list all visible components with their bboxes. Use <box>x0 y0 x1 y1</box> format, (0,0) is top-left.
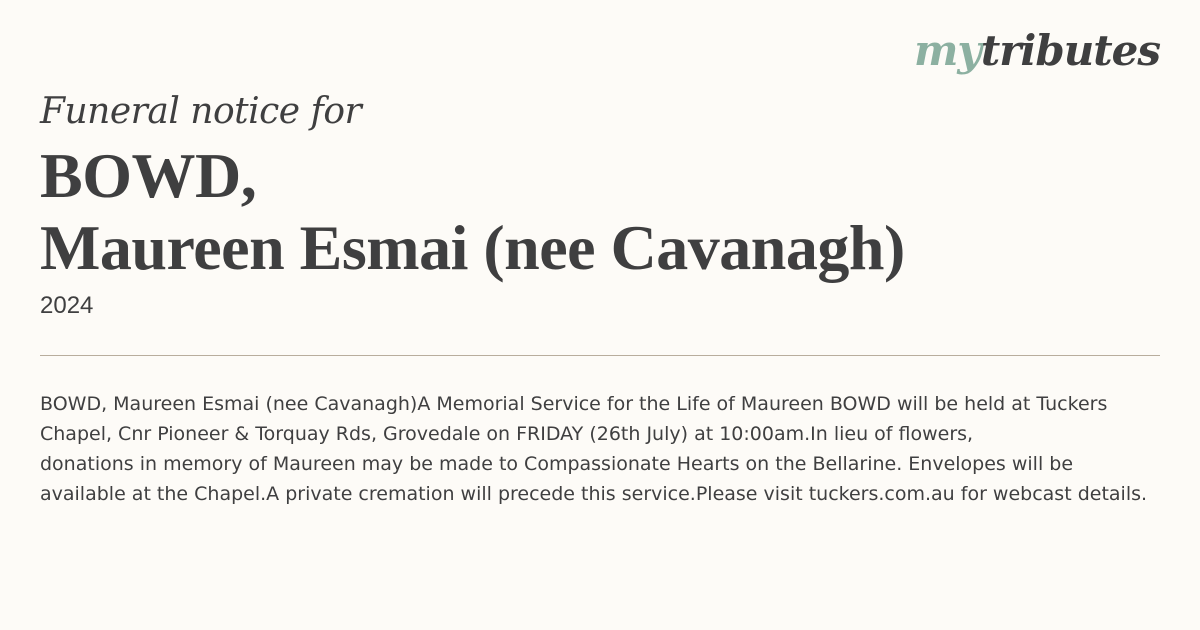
deceased-surname: BOWD, <box>40 140 257 211</box>
logo-my-text: my <box>913 26 981 75</box>
logo-tributes-text: tributes <box>980 26 1160 75</box>
deceased-given-names: Maureen Esmai (nee Cavanagh) <box>40 212 905 283</box>
divider <box>40 355 1160 356</box>
mytributes-logo <box>913 26 1160 75</box>
notice-year: 2024 <box>40 292 94 319</box>
deceased-name <box>40 140 905 284</box>
notice-body-text: BOWD, Maureen Esmai (nee Cavanagh)A Memorial Service for the Life of Maureen BOWD will be held at Tuckers Chapel, Cnr Pioneer & Torquay Rds, Grovedale on FRIDAY (26th July) at 10:00am.In lieu of flowers, donations in memory of Maureen may be made to Compassionate Hearts on the Bellarine. Envelopes will be available at the Chapel.A private cremation will precede this service.Please visit tuckers.com.au for webcast details. <box>40 393 1148 505</box>
notice-heading: Funeral notice for <box>40 91 362 132</box>
